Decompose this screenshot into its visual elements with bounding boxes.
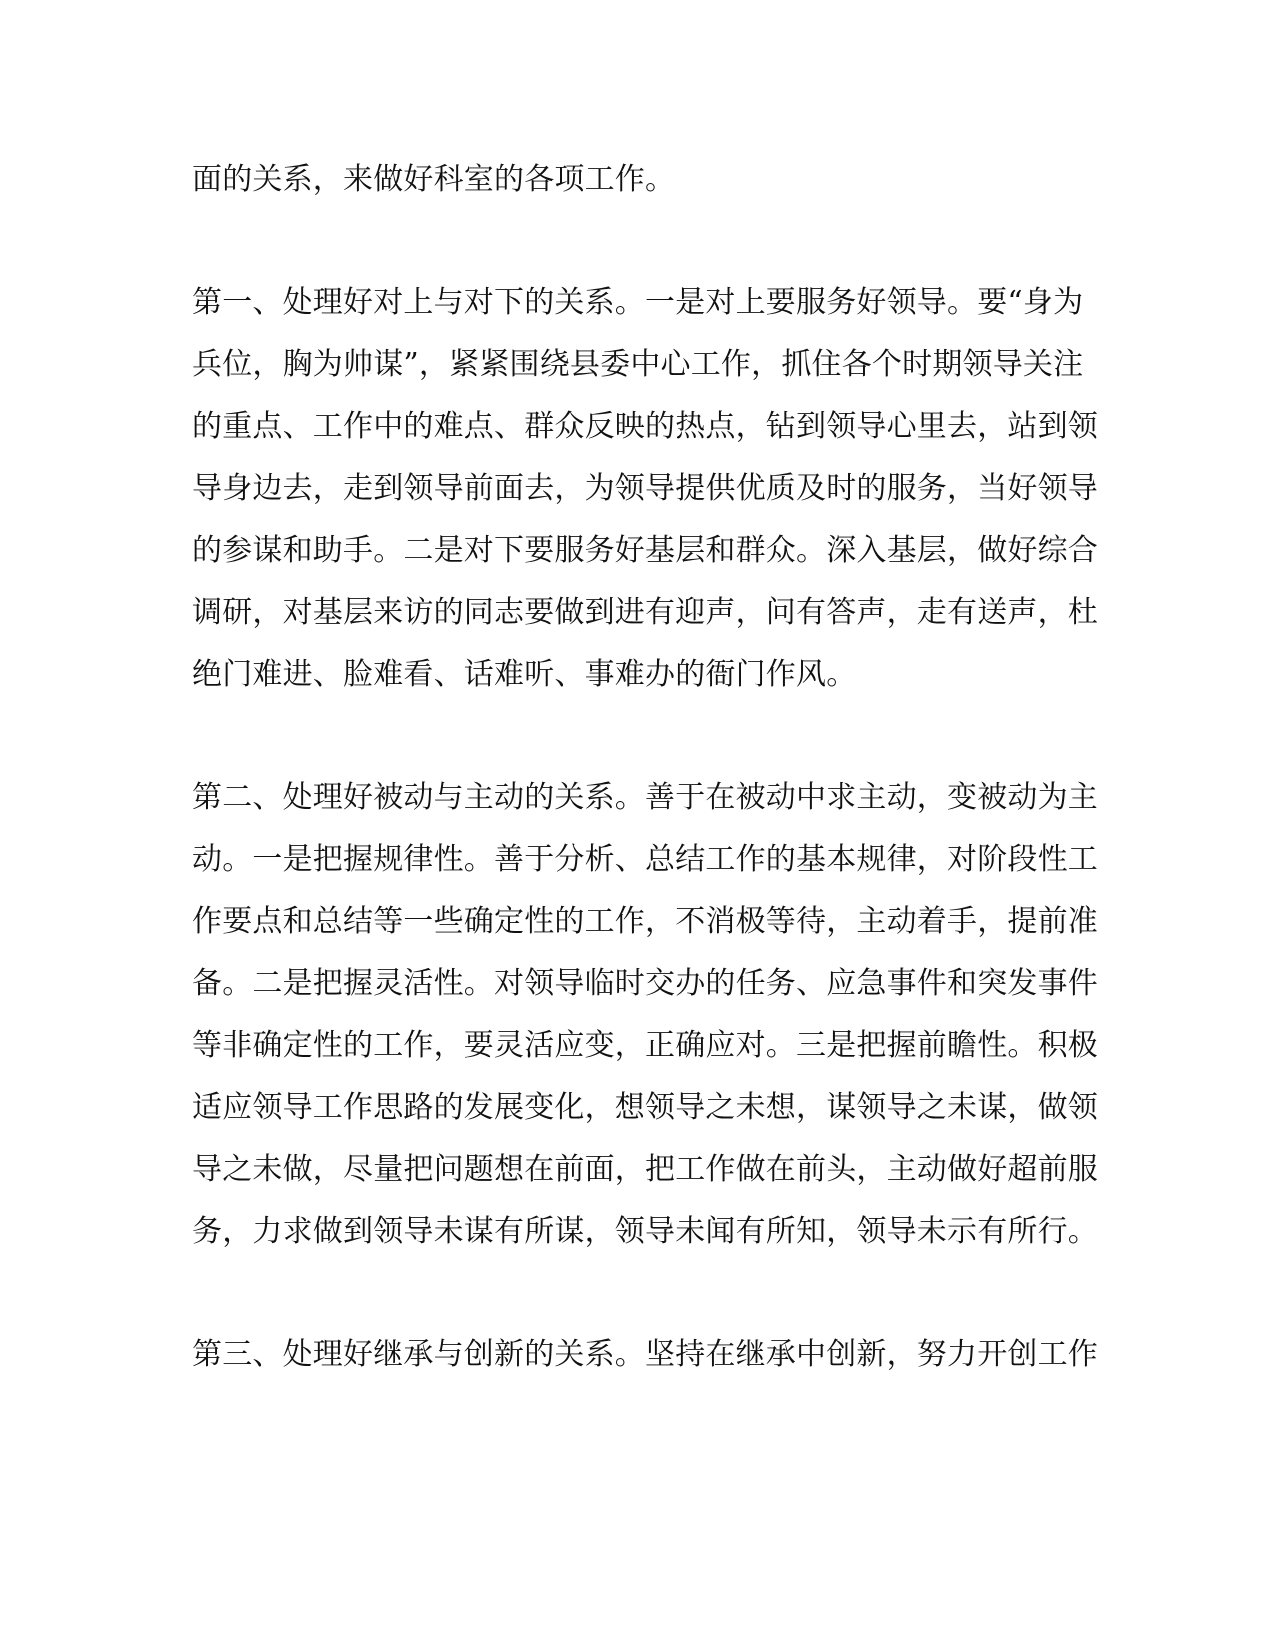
text-line: 兵位，胸为帅谋”，紧紧围绕县委中心工作，抓住各个时期领导关注 [192, 347, 1084, 382]
text-line: 动。一是把握规律性。善于分析、总结工作的基本规律，对阶段性工 [192, 842, 1098, 877]
text-line: 的参谋和助手。二是对下要服务好基层和群众。深入基层，做好综合 [192, 533, 1098, 568]
text-line: 作要点和总结等一些确定性的工作，不消极等待，主动着手，提前准 [192, 904, 1098, 939]
text-line: 调研，对基层来访的同志要做到进有迎声，问有答声，走有送声，杜 [192, 595, 1098, 630]
text-line: 第二、处理好被动与主动的关系。善于在被动中求主动，变被动为主 [192, 780, 1098, 815]
text-line: 等非确定性的工作，要灵活应变，正确应对。三是把握前瞻性。积极 [192, 1028, 1098, 1063]
text-line: 第三、处理好继承与创新的关系。坚持在继承中创新，努力开创工作 [192, 1337, 1098, 1372]
text-line: 面的关系，来做好科室的各项工作。 [192, 162, 676, 197]
text-line: 适应领导工作思路的发展变化，想领导之未想，谋领导之未谋，做领 [192, 1090, 1098, 1125]
text-line: 导身边去，走到领导前面去，为领导提供优质及时的服务，当好领导 [192, 471, 1098, 506]
text-line: 备。二是把握灵活性。对领导临时交办的任务、应急事件和突发事件 [192, 966, 1098, 1001]
text-line: 导之未做，尽量把问题想在前面，把工作做在前头，主动做好超前服 [192, 1152, 1098, 1187]
text-line: 绝门难进、脸难看、话难听、事难办的衙门作风。 [192, 657, 857, 692]
text-line: 务，力求做到领导未谋有所谋，领导未闻有所知，领导未示有所行。 [192, 1214, 1098, 1249]
text-line: 的重点、工作中的难点、群众反映的热点，钻到领导心里去，站到领 [192, 409, 1098, 444]
text-line: 第一、处理好对上与对下的关系。一是对上要服务好领导。要“身为 [192, 285, 1084, 320]
